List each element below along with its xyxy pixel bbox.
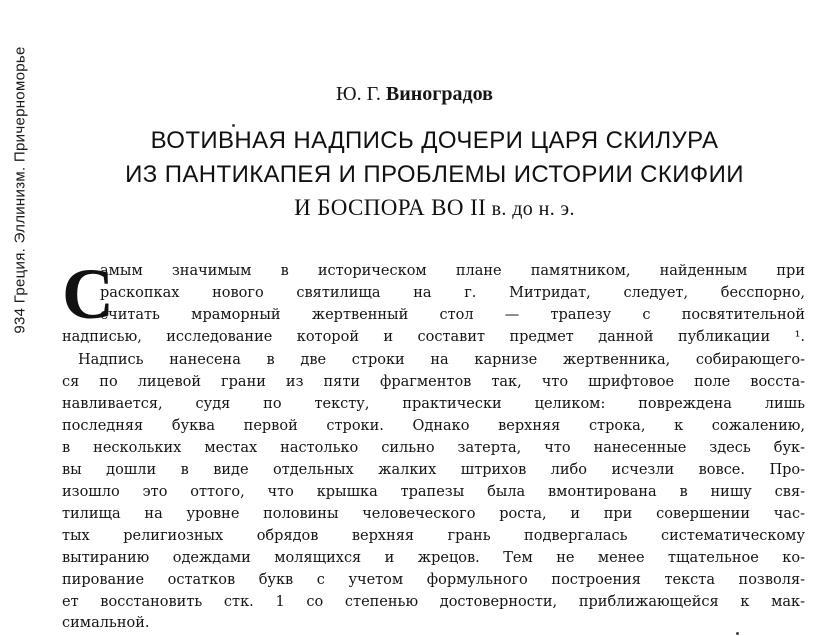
p2-line-11: пирование остатков букв с учетом формульного построения текста позволя- xyxy=(62,572,805,588)
p2-line-1: Надпись нанесена в две строки на карнизе жертвенника, собирающего- xyxy=(78,352,805,368)
p2-line-5: в нескольких местах настолько сильно затерта, что нанесенные здесь бук- xyxy=(62,440,805,456)
p2-line-3: навливается, судя по тексту, практически целиком: повреждена лишь xyxy=(62,396,805,412)
p1-line-4: надписью, исследование которой и составит предмет данной публикации ¹. xyxy=(62,329,805,345)
p2-line-7: изошло это оттого, что крышка трапезы была вмонтирована в нишу свя- xyxy=(62,484,805,500)
title-line-2: ИЗ ПАНТИКАПЕЯ И ПРОБЛЕМЫ ИСТОРИИ СКИФИИ xyxy=(125,161,744,188)
title-line-1: ВОТИВНАЯ НАДПИСЬ ДОЧЕРИ ЦАРЯ СКИЛУРА xyxy=(150,127,719,154)
scan-speck xyxy=(232,124,235,127)
p1-line-1: амым значимым в историческом плане памятником, найденным при xyxy=(100,263,805,279)
p2-line-12: ет восстановить стк. 1 со степенью достоверности, приближающейся к мак- xyxy=(62,594,805,610)
title-line-3-caps: И БОСПОРА ВО II xyxy=(294,195,487,220)
p2-line-10: вытиранию одеждами молящихся и жрецов. Тем не менее тщательное ко- xyxy=(62,550,805,566)
p2-line-9: тых религиозных обрядов верхняя грань подвергалась систематическому xyxy=(62,528,805,544)
p2-line-6: вы дошли в виде отдельных жалких штрихов либо исчезли вовсе. Про- xyxy=(62,462,805,478)
author-line xyxy=(0,83,829,106)
title-line-3 xyxy=(40,195,829,221)
running-head-text: 934 Греция. Эллинизм. Причерноморье xyxy=(11,46,29,334)
p2-line-2: ся по лицевой грани из пяти фрагментов так, что шрифтовое поле восста- xyxy=(62,374,805,390)
author-initials: Ю. Г. xyxy=(336,83,381,105)
author-surname: Виноградов xyxy=(385,83,493,105)
drop-cap: С xyxy=(62,254,114,334)
p2-line-13: симальной. xyxy=(62,615,150,631)
p2-line-4: последняя буква первой строки. Однако верхняя строка, к сожалению, xyxy=(62,418,805,434)
title-line-3-rest: в. до н. э. xyxy=(486,198,575,220)
scan-speck xyxy=(736,632,739,635)
p1-line-3: считать мраморный жертвенный стол — трапезу с посвятительной xyxy=(100,307,805,323)
p2-line-8: тилища на уровне половины человеческого роста, и при совершении час- xyxy=(62,506,805,522)
p1-line-2: раскопках нового святилища на г. Митридат, следует, бесспорно, xyxy=(100,285,805,301)
running-head-vertical xyxy=(0,0,40,380)
